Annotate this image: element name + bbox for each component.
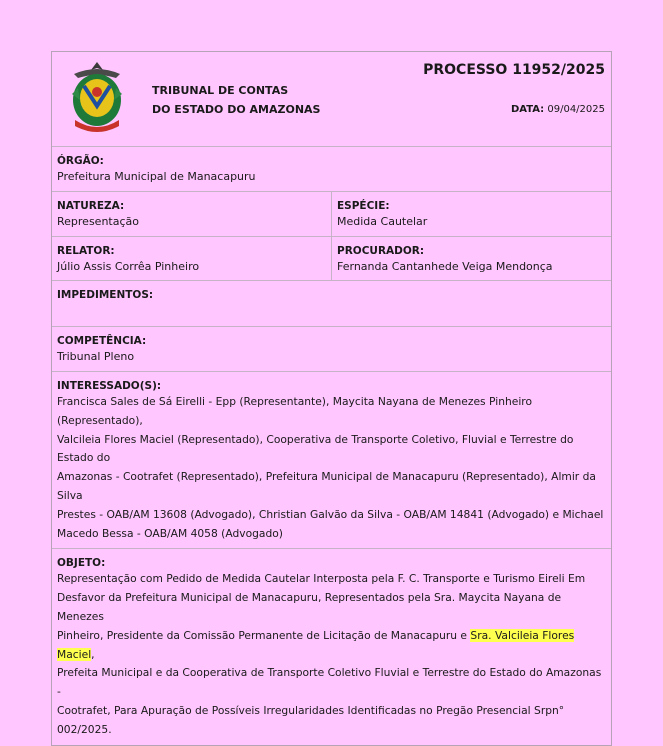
procurador-label: PROCURADOR: <box>337 245 425 257</box>
natureza-value: Representação <box>57 215 139 228</box>
tribunal-name <box>152 81 320 119</box>
orgao-label: ÓRGÃO: <box>57 155 104 167</box>
natureza-cell <box>52 192 331 236</box>
relator-cell <box>52 237 331 280</box>
relator-procurador-row <box>52 237 611 281</box>
impedimentos-label: IMPEDIMENTOS: <box>57 289 154 301</box>
tribunal-name-line2: DO ESTADO DO AMAZONAS <box>152 103 321 116</box>
interessados-label: INTERESSADO(S): <box>57 380 162 392</box>
objeto-line: Cootrafet, Para Apuração de Possíveis Irregularidades Identificadas no Pregão Presencial Srpn° 002/2025. <box>57 703 565 736</box>
especie-cell <box>331 192 611 236</box>
process-date <box>511 104 605 115</box>
natureza-especie-row <box>52 192 611 237</box>
competencia-label: COMPETÊNCIA: <box>57 335 147 347</box>
objeto-text: , <box>91 647 95 661</box>
tribunal-name-line1: TRIBUNAL DE CONTAS <box>152 84 289 97</box>
objeto-line: Prefeita Municipal e da Cooperativa de Transporte Coletivo Fluvial e Terrestre do Estado do Amazonas - <box>57 666 602 699</box>
objeto-value <box>57 570 606 739</box>
especie-value: Medida Cautelar <box>337 215 428 228</box>
impedimentos-row <box>52 281 611 327</box>
objeto-row <box>52 549 611 744</box>
objeto-cell <box>52 549 611 744</box>
natureza-label: NATUREZA: <box>57 200 125 212</box>
competencia-row <box>52 327 611 372</box>
interessados-line: Prestes - OAB/AM 13608 (Advogado), Christian Galvão da Silva - OAB/AM 14841 (Advogado) e Michael <box>57 507 604 521</box>
interessados-cell <box>52 372 611 548</box>
highlighted-name: Sra. Valcileia Flores Maciel <box>57 628 575 661</box>
impedimentos-cell <box>52 281 611 326</box>
objeto-label: OBJETO: <box>57 557 106 570</box>
interessados-value <box>57 393 606 543</box>
relator-value: Júlio Assis Corrêa Pinheiro <box>57 260 200 273</box>
interessados-line: Francisca Sales de Sá Eirelli - Epp (Representante), Maycita Nayana de Menezes Pinheiro (Representado), <box>57 395 532 427</box>
procurador-value: Fernanda Cantanhede Veiga Mendonça <box>337 260 553 273</box>
orgao-cell <box>52 147 611 191</box>
objeto-line <box>57 627 606 665</box>
interessados-line: Amazonas - Cootrafet (Representado), Prefeitura Municipal de Manacapuru (Representado), Almir da Silva <box>57 470 596 502</box>
document-header <box>52 52 611 147</box>
date-label: DATA: <box>510 104 545 115</box>
state-coat-of-arms-icon <box>66 60 128 136</box>
process-number: PROCESSO 11952/2025 <box>423 62 605 78</box>
process-document <box>51 51 612 746</box>
interessados-line: Valcileia Flores Maciel (Representado), Cooperativa de Transporte Coletivo, Fluvial e Terrestre do Estado do <box>57 432 574 465</box>
relator-label: RELATOR: <box>57 245 115 257</box>
objeto-line: Desfavor da Prefeitura Municipal de Manacapuru, Representados pela Sra. Maycita Nayana de Menezes <box>57 591 562 623</box>
interessados-row <box>52 372 611 549</box>
date-value: 09/04/2025 <box>547 104 605 115</box>
orgao-value: Prefeitura Municipal de Manacapuru <box>57 170 256 183</box>
orgao-row <box>52 147 611 192</box>
competencia-value: Tribunal Pleno <box>57 350 135 363</box>
procurador-cell <box>331 237 611 280</box>
especie-label: ESPÉCIE: <box>337 200 390 212</box>
objeto-text: Pinheiro, Presidente da Comissão Permanente de Licitação de Manacapuru e <box>57 628 471 642</box>
objeto-line: Representação com Pedido de Medida Cautelar Interposta pela F. C. Transporte e Turismo Eireli Em <box>57 572 586 586</box>
competencia-cell <box>52 327 611 371</box>
interessados-line: Macedo Bessa - OAB/AM 4058 (Advogado) <box>57 526 283 540</box>
